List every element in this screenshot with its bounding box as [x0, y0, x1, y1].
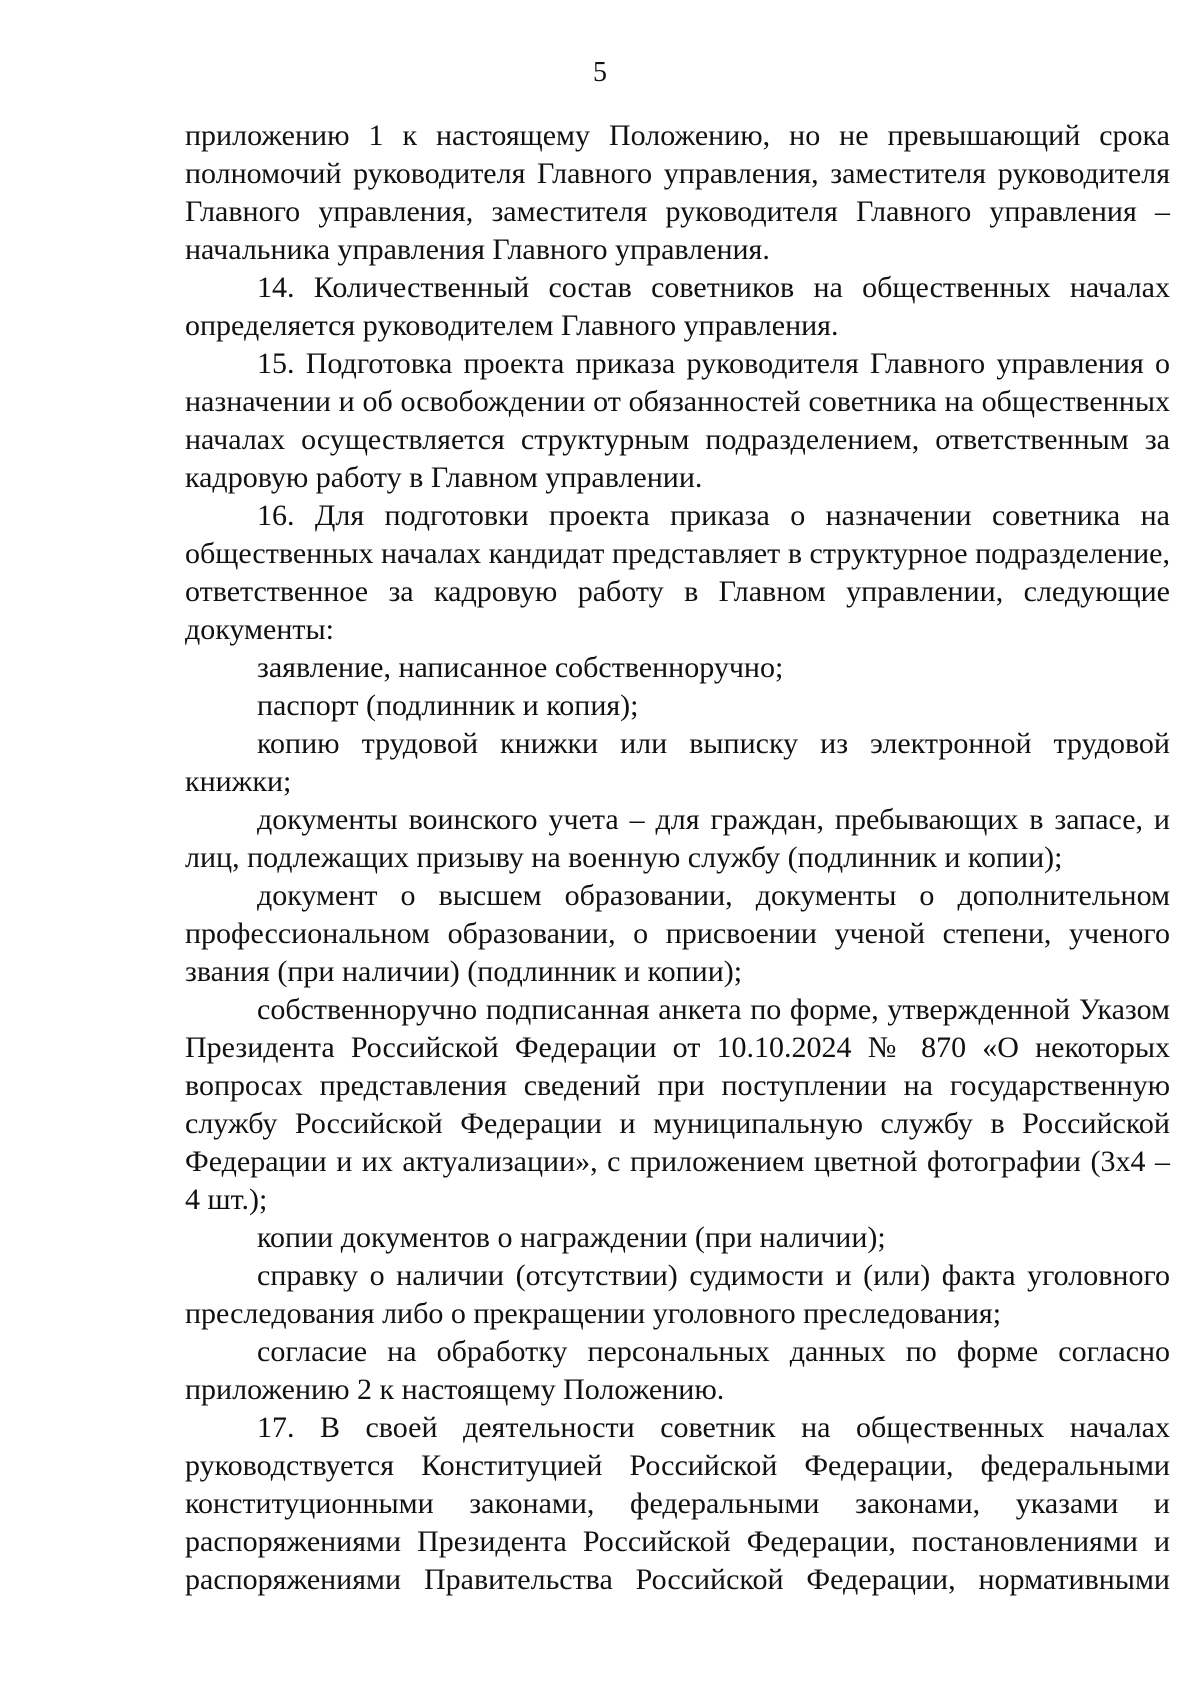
- document-body: [185, 117, 1170, 1599]
- list-item-application: заявление, написанное собственноручно;: [257, 651, 784, 684]
- paragraph-16: 16. Для подготовки проекта приказа о назначении советника на общественных началах кандидат представляет в структурное подразделение, ответственное за кадровую работу в Главном управлении, следующие документы:: [185, 499, 1170, 646]
- paragraph-continuation: приложению 1 к настоящему Положению, но не превышающий срока полномочий руководителя Главного управления, заместителя руководителя Главного управления, заместителя руководителя Главного управления – начальника управления Главного управления.: [185, 119, 1170, 266]
- list-item-criminal-record: справку о наличии (отсутствии) судимости и (или) факта уголовного преследования либо о прекращении уголовного преследования;: [185, 1259, 1170, 1330]
- list-item-personal-data-consent: согласие на обработку персональных данных по форме согласно приложению 2 к настоящему Положению.: [185, 1335, 1170, 1406]
- paragraph-17: 17. В своей деятельности советник на общественных началах руководствуется Конституцией Российской Федерации, федеральными конституционными законами, федеральными законами, указами и распоряжениями Президента Российской Федерации, постановлениями и распоряжениями Правительства Российской Федерации, нормативными: [185, 1411, 1170, 1596]
- list-item-labor-book: копию трудовой книжки или выписку из электронной трудовой книжки;: [185, 727, 1170, 798]
- list-item-questionnaire: собственноручно подписанная анкета по форме, утвержденной Указом Президента Российской Федерации от 10.10.2024 № 870 «О некоторых вопросах представления сведений при поступлении на государственную службу Российской Федерации и муниципальную службу в Российской Федерации и их актуализации», с приложением цветной фотографии (3х4 – 4 шт.);: [185, 993, 1170, 1216]
- page-number: 5: [593, 57, 607, 88]
- paragraph-14: 14. Количественный состав советников на общественных началах определяется руководителем Главного управления.: [185, 271, 1170, 342]
- paragraph-15: 15. Подготовка проекта приказа руководителя Главного управления о назначении и об освобождении от обязанностей советника на общественных началах осуществляется структурным подразделением, ответственным за кадровую работу в Главном управлении.: [185, 347, 1170, 494]
- list-item-education: документ о высшем образовании, документы о дополнительном профессиональном образовании, о присвоении ученой степени, ученого звания (при наличии) (подлинник и копии);: [185, 879, 1170, 988]
- list-item-military-records: документы воинского учета – для граждан, пребывающих в запасе, и лиц, подлежащих призыву на военную службу (подлинник и копии);: [185, 803, 1170, 874]
- list-item-passport: паспорт (подлинник и копия);: [257, 689, 639, 722]
- list-item-awards: копии документов о награждении (при наличии);: [257, 1221, 886, 1254]
